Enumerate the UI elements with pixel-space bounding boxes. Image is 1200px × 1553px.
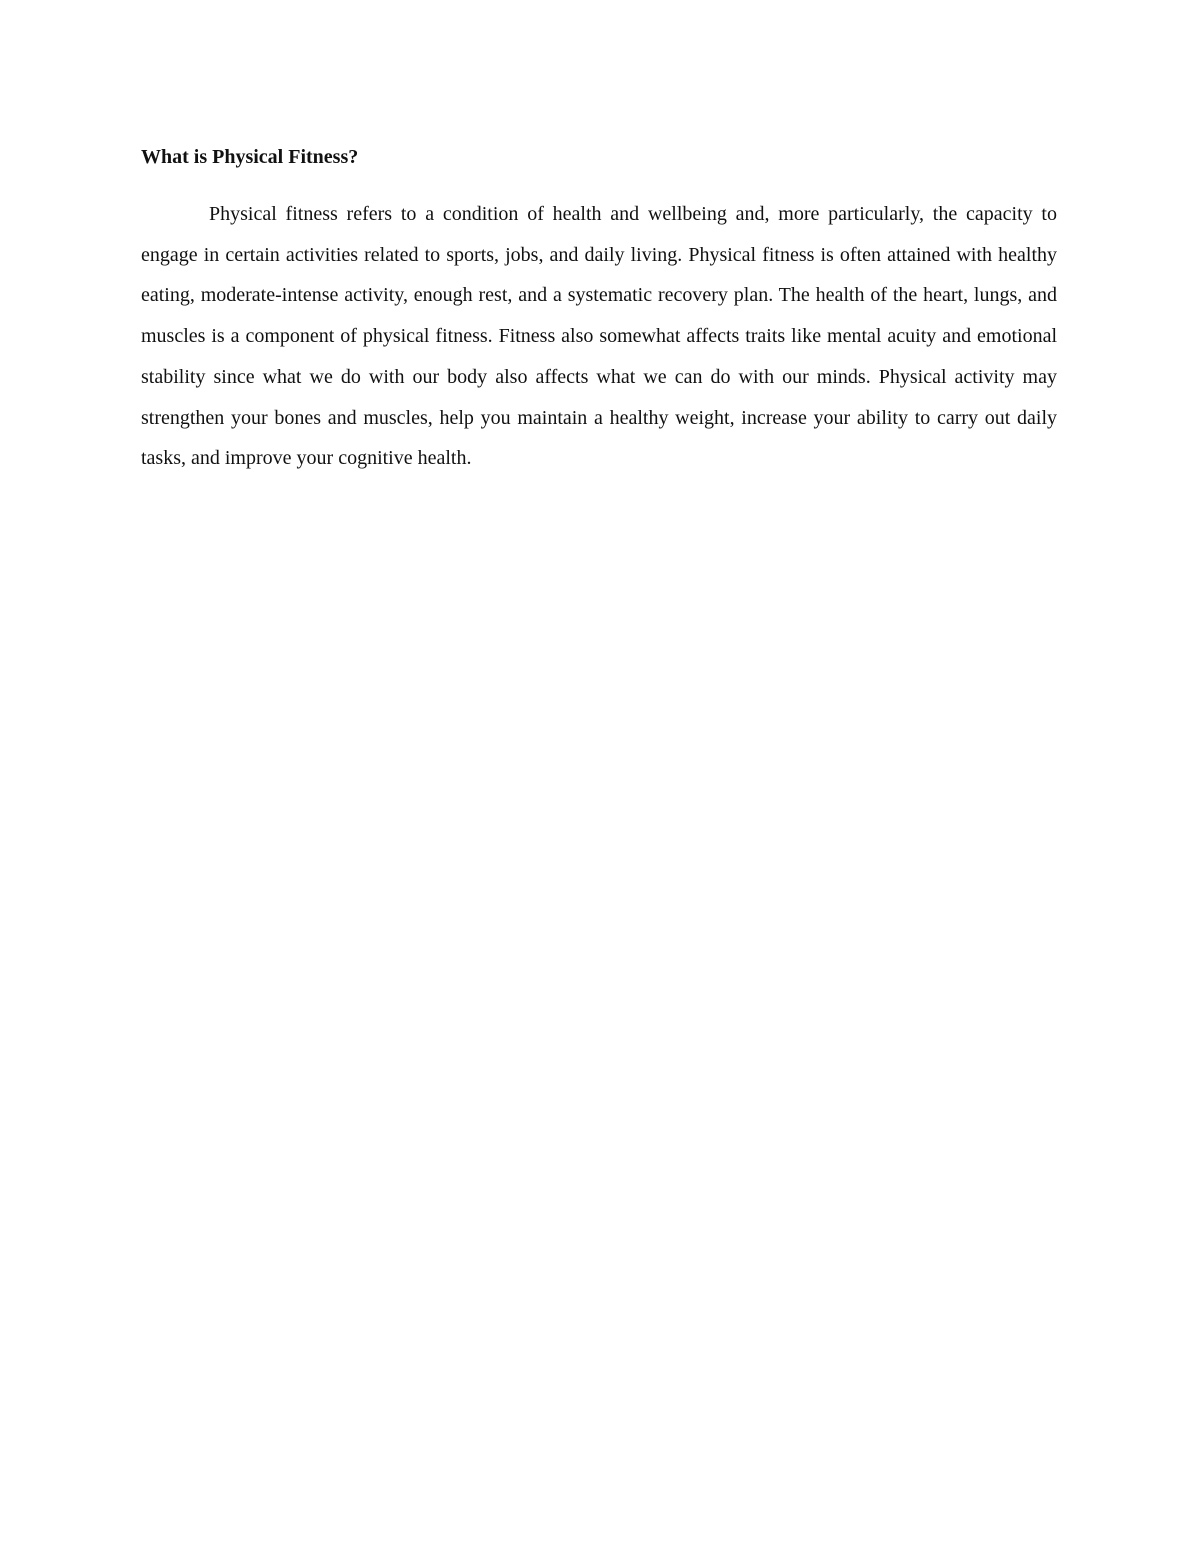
- section-heading: What is Physical Fitness?: [141, 146, 359, 168]
- body-paragraph: Physical fitness refers to a condition of health and wellbeing and, more particularly, the capacity to engage in certain activities related to sports, jobs, and daily living. Physical fitness is often attained with healthy eating, moderate-intense activity, enough rest, and a systematic recovery plan. The health of the heart, lungs, and muscles is a component of physical fitness. Fitness also somewhat affects traits like mental acuity and emotional stability since what we do with our body also affects what we can do with our minds. Physical activity may strengthen your bones and muscles, help you maintain a healthy weight, increase your ability to carry out daily tasks, and improve your cognitive health.: [141, 203, 1057, 470]
- document-content: [141, 140, 1057, 479]
